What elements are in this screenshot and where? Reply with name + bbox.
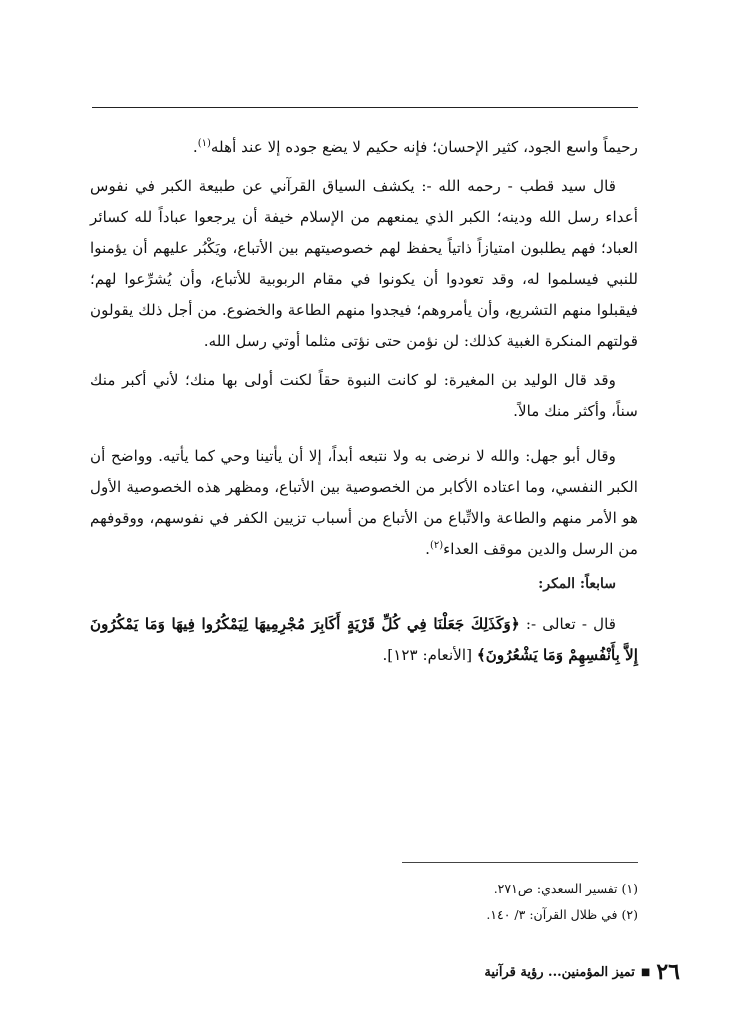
footnote-1: (١) تفسير السعدي: ص٢٧١. [493, 881, 638, 896]
bullet-icon: ■ [640, 966, 651, 978]
paragraph-3: وقد قال الوليد بن المغيرة: لو كانت النبوة حقاً لكنت أولى بها منك؛ لأني أكبر منك سناً، وأكثر منك مالاً. [90, 371, 638, 420]
paragraph-1-text: رحيماً واسع الجود، كثير الإحسان؛ فإنه حكيم لا يضع جوده إلا عند أهله [210, 138, 638, 156]
quran-verse: ﴿وَكَذَلِكَ جَعَلْنَا فِي كُلِّ قَرْيَةٍ أَكَابِرَ مُجْرِمِيهَا لِيَمْكُرُوا فِيهَا وَمَا يَمْكُرُونَ إِلاَّ بِأَنْفُسِهِمْ وَمَا يَشْعُرُونَ﴾ [90, 615, 638, 664]
footnotes [300, 876, 638, 928]
verse-reference: [الأنعام: ١٢٣]. [382, 646, 473, 664]
paragraph-2: قال سيد قطب - رحمه الله -: يكشف السياق القرآني عن طبيعة الكبر في نفوس أعداء رسل الله ودينه؛ الكبر الذي يمنعهم من الإسلام خيفة أن يرجعوا عباداً لله كسائر العباد؛ فهم يطلبون امتيازاً ذاتياً يحفظ لهم خصوصيتهم بين الأتباع، ويَكْبُر عليهم أن يؤمنوا للنبي فيسلموا له، وقد تعودوا أن يكونوا في مقام الربوبية للأتباع، وأن يُشرِّعوا لهم؛ فيقبلوا منهم التشريع، وأن يأمروهم؛ فيجدوا منهم الطاعة والخضوع. من أجل ذلك يقولون قولتهم المنكرة الغبية كذلك: لن نؤمن حتى نؤتى مثلما أوتي رسل الله. [90, 177, 638, 350]
footnote-2: (٢) في ظلال القرآن: ٣/ ١٤٠. [486, 907, 638, 922]
paragraph-1 [90, 132, 638, 163]
main-text [90, 132, 638, 671]
footnote-ref-1: (١) [197, 137, 211, 149]
paragraph-1-end: . [192, 138, 198, 156]
book-title: تميز المؤمنين... رؤية قرآنية [484, 964, 635, 980]
page-number: ٢٦ [656, 959, 680, 985]
paragraph-5 [90, 609, 638, 671]
paragraph-4-text: وقال أبو جهل: والله لا نرضى به ولا نتبعه أبداً، إلا أن يأتينا وحي كما يأتيه. وواضح أن الكبر النفسي، وما اعتاده الأكابر من الخصوصية بين الأتباع، ومظهر هذه الخصوصية الأول هو الأمر منهم والطاعة والاتِّباع من الأتباع من أسباب تزيين الكفر في نفوسهم، ووقوفهم من الرسل والدين موقف العداء [90, 447, 638, 558]
section-heading: سابعاً: المكر: [538, 576, 616, 592]
paragraph-4-end: . [425, 540, 430, 558]
header-rule [92, 107, 638, 108]
footnote-ref-2: (٢) [429, 539, 444, 551]
verse-intro: قال - تعالى -: [525, 615, 616, 633]
page-footer [440, 952, 680, 992]
footnote-rule [402, 862, 638, 863]
paragraph-4 [90, 441, 638, 565]
